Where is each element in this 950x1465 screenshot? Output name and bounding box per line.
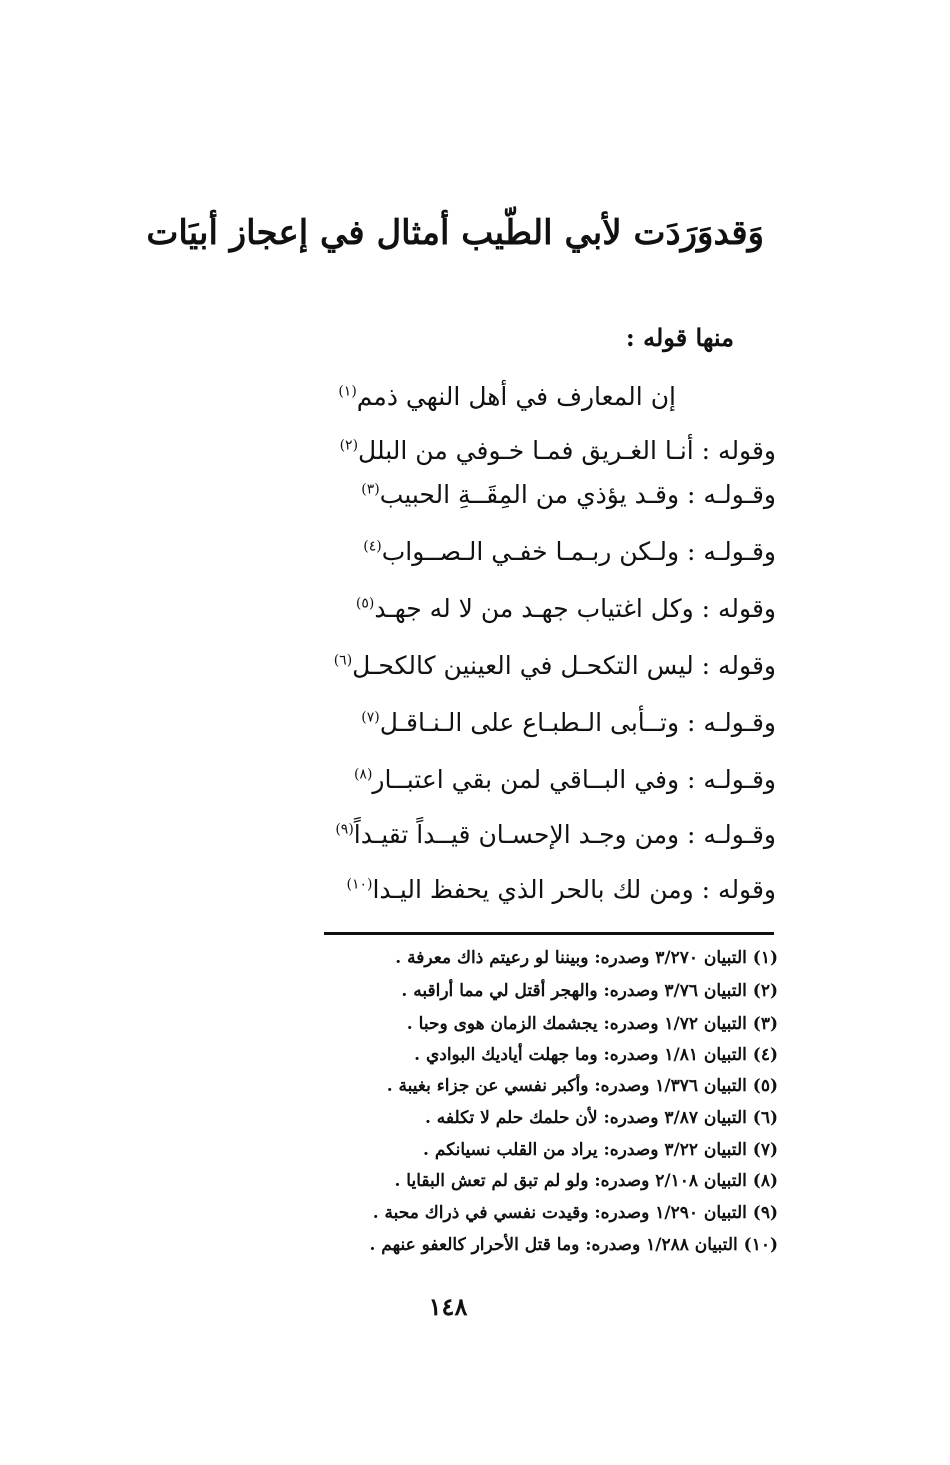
footnote-marker: (١٠) bbox=[346, 876, 373, 893]
footnote: (٨) التبيان ٢/١٠٨ وصدره: ولو لم تبق لم تعش البقايا . bbox=[394, 1171, 778, 1191]
page-number: ١٤٨ bbox=[428, 1292, 468, 1321]
footnote-marker: (٣) bbox=[361, 481, 380, 498]
section-title: وَقدوَرَدَت لأبي الطّيب أمثال في إعجاز أبيَات bbox=[146, 213, 764, 253]
verse-line: وقـولـه : وقـد يؤذي من المِقَــةِ الحبيب$^{(٣)}$ bbox=[361, 480, 776, 509]
footnote-marker: (١) bbox=[338, 383, 357, 400]
verse-line: وقـولـه : ومن وجـد الإحسـان قيــداً تقيـداً$^{(٩)}$ bbox=[335, 820, 776, 849]
verse-line: وقوله : وكل اغتياب جهـد من لا له جهـد$^{(٥)}$ bbox=[355, 594, 776, 623]
footnote: (٧) التبيان ٣/٢٢ وصدره: يراد من القلب نسيانكم . bbox=[423, 1140, 778, 1160]
footnote: (١٠) التبيان ١/٢٨٨ وصدره: وما قتل الأحرار كالعفو عنهم . bbox=[369, 1235, 778, 1255]
footnote: (٥) التبيان ١/٣٧٦ وصدره: وأكبر نفسي عن جزاء بغيبة . bbox=[386, 1076, 778, 1096]
footnote: (٣) التبيان ١/٧٢ وصدره: يجشمك الزمان هوى وحبا . bbox=[406, 1014, 778, 1034]
footnote-marker: (٩) bbox=[335, 821, 354, 838]
verse-line: وقـولـه : وفي البــاقي لمن بقي اعتبــار$^{(٨)}$ bbox=[353, 765, 776, 794]
footnote-divider bbox=[324, 932, 774, 935]
footnote: (١) التبيان ٣/٢٧٠ وصدره: وبيننا لو رعيتم ذاك معرفة . bbox=[395, 948, 778, 968]
verse-line: وقـولـه : وتــأبى الـطبـاع على الـنـاقـل$^{(٧)}$ bbox=[361, 708, 776, 737]
footnote-marker: (٧) bbox=[361, 709, 380, 726]
footnote-marker: (٢) bbox=[339, 437, 359, 454]
footnote-marker: (٤) bbox=[363, 538, 382, 555]
footnote: (٢) التبيان ٣/٧٦ وصدره: والهجر أقتل لي مما أراقبه . bbox=[401, 981, 778, 1001]
footnote: (٤) التبيان ١/٨١ وصدره: وما جهلت أياديك البوادي . bbox=[414, 1045, 778, 1065]
footnote: (٩) التبيان ١/٢٩٠ وصدره: وقيدت نفسي في ذراك محبة . bbox=[372, 1203, 778, 1223]
footnote: (٦) التبيان ٣/٨٧ وصدره: لأن حلمك حلم لا تكلفه . bbox=[424, 1108, 778, 1128]
intro-line: منها قوله : bbox=[625, 323, 734, 352]
footnote-marker: (٨) bbox=[353, 766, 373, 783]
verse-line: وقوله : أنـا الغـريق فمـا خـوفي من البلل$^{(٢)}$ bbox=[339, 436, 776, 465]
verse-line: وقوله : ليس التكحـل في العينين كالكحـل$^{(٦)}$ bbox=[333, 651, 776, 680]
verse-line: وقوله : ومن لك بالحر الذي يحفظ اليـدا$^{(١٠)}$ bbox=[346, 875, 776, 904]
footnote-marker: (٥) bbox=[355, 595, 375, 612]
verse-line: إن المعارف في أهل النهي ذمم$^{(١)}$ bbox=[338, 382, 676, 411]
verse-line: وقـولـه : ولـكن ربـمـا خفـي الـصــواب$^{(٤)}$ bbox=[363, 537, 776, 566]
footnote-marker: (٦) bbox=[333, 652, 353, 669]
